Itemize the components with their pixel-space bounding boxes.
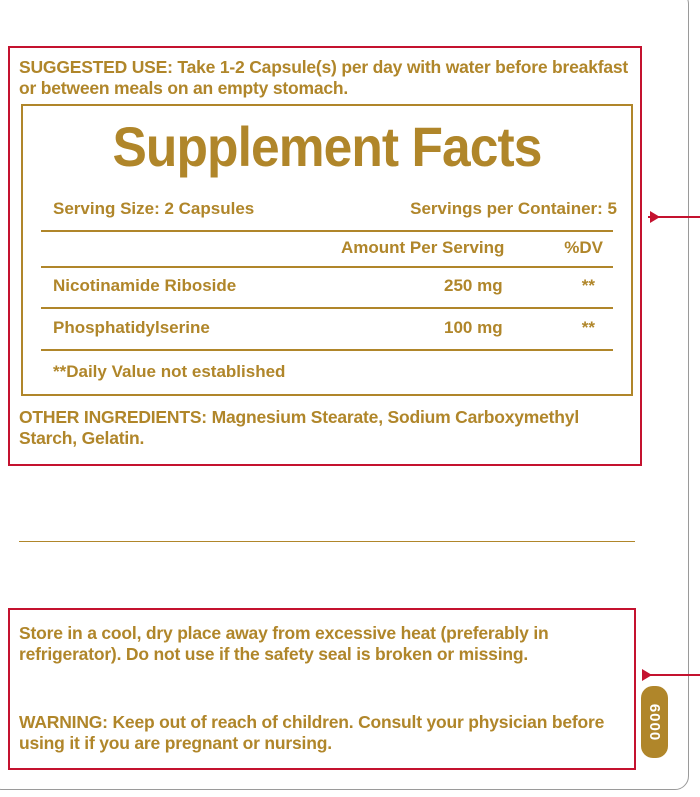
ingredient-name: Nicotinamide Riboside <box>53 276 237 295</box>
lot-code-badge <box>641 686 668 758</box>
rule-thick <box>41 230 613 232</box>
arrow-right-icon <box>642 669 652 681</box>
ingredient-amount: 250 mg <box>444 276 503 295</box>
rule-thick <box>41 349 613 351</box>
warning-text: WARNING: Keep out of reach of children. Consult your physician before using it if you are pregnant or nursing. <box>19 712 605 753</box>
rule <box>41 266 613 268</box>
other-ingredients-text: OTHER INGREDIENTS: Magnesium Stearate, Sodium Carboxymethyl Starch, Gelatin. <box>19 407 579 448</box>
storage-text: Store in a cool, dry place away from excessive heat (preferably in refrigerator). Do not use if the safety seal is broken or missing. <box>19 623 549 664</box>
ingredient-dv: ** <box>581 276 595 295</box>
divider <box>19 541 635 542</box>
supplement-facts-title: Supplement Facts <box>112 115 542 178</box>
daily-value-footnote: **Daily Value not established <box>53 362 286 381</box>
arrow-right-icon <box>650 211 660 223</box>
supplement-facts-panel <box>21 104 633 396</box>
servings-per-container: Servings per Container: 5 <box>410 199 617 218</box>
suggested-use-text: SUGGESTED USE: Take 1-2 Capsule(s) per day with water before breakfast or between meals on an empty stomach. <box>19 57 629 98</box>
ingredient-name: Phosphatidylserine <box>53 318 210 337</box>
lot-code: 6000 <box>646 703 663 741</box>
rule <box>41 307 613 309</box>
amount-per-serving-header: Amount Per Serving <box>341 238 505 257</box>
dv-header: %DV <box>564 238 603 257</box>
ingredient-dv: ** <box>581 318 595 337</box>
serving-size: Serving Size: 2 Capsules <box>53 199 255 218</box>
ingredient-amount: 100 mg <box>444 318 503 337</box>
